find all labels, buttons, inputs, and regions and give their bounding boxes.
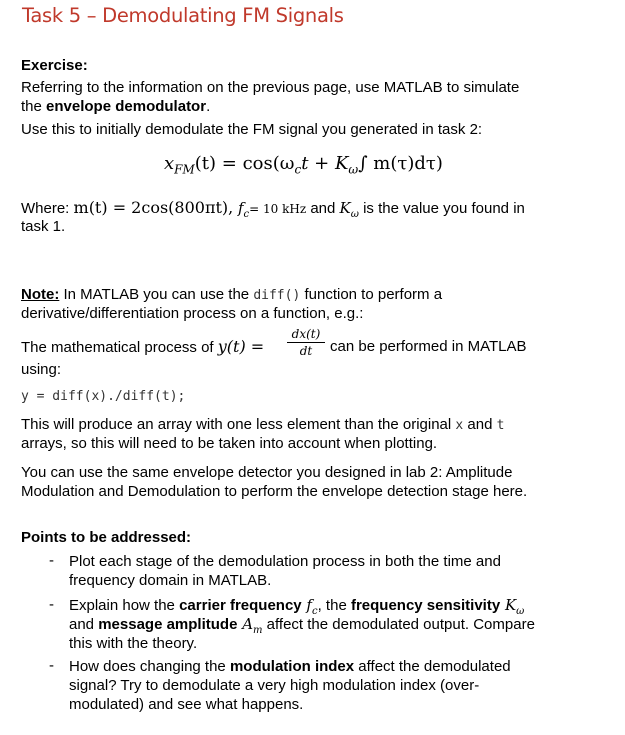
note-line-7: You can use the same envelope detector you designed in lab 2: Amplitude — [21, 464, 513, 481]
note-line-1: Note: In MATLAB you can use the diff() function to perform a — [21, 286, 443, 303]
bullet-2-line-2: and message amplitude $A_m$ affect the demodulated output. Compare — [69, 615, 535, 636]
note-line-8: Modulation and Demodulation to perform the envelope detection stage here. — [21, 483, 528, 500]
note-line-3: The mathematical process of y(t) = — [21, 337, 265, 356]
bullet-1-line-2: frequency domain in MATLAB. — [69, 572, 272, 589]
derivative-fraction: $\frac{dx(t)}{dt}$ — [287, 328, 325, 358]
note-line-5: This will produce an array with one less element than the original x and t — [21, 416, 505, 433]
bullet-dash-3: - — [49, 657, 54, 674]
bullet-3-line-3: modulated) and see what happens. — [69, 696, 304, 713]
note-line-2: derivative/differentiation process on a function, e.g.: — [21, 305, 364, 322]
note-line-3-post: can be performed in MATLAB — [330, 338, 527, 355]
bullet-3-line-1: How does changing the modulation index affect the demodulated — [69, 658, 511, 675]
fm-equation: $x_{FM}(t) = \cos(\omega_ct + K_\omega\int$ m(τ)dτ) — [164, 153, 443, 177]
page-title: Task 5 – Demodulating FM Signals — [22, 4, 344, 27]
note-line-6: arrays, so this will need to be taken into account when plotting. — [21, 435, 438, 452]
exercise-line-3: Use this to initially demodulate the FM signal you generated in task 2: — [21, 121, 483, 138]
where-line-1: Where: m(t) = 2cos(800πt), $f_c= 10$ kHz and $K_\omega$ is the value you found in — [21, 198, 525, 220]
bullet-3-line-2: signal? Try to demodulate a very high modulation index (over- — [69, 677, 480, 694]
points-heading: Points to be addressed: — [21, 529, 192, 546]
note-line-4: using: — [21, 361, 62, 378]
bullet-dash-1: - — [49, 552, 54, 569]
bullet-2-line-3: this with the theory. — [69, 635, 198, 652]
exercise-line-1: Referring to the information on the previous page, use MATLAB to simulate — [21, 79, 520, 96]
bullet-1-line-1: Plot each stage of the demodulation process in both the time and — [69, 553, 501, 570]
bullet-2-line-1: Explain how the carrier frequency $f_c$, the frequency sensitivity $K_\omega$ — [69, 596, 525, 617]
exercise-heading: Exercise: — [21, 57, 88, 74]
exercise-line-2: the envelope demodulator. — [21, 98, 211, 115]
code-snippet: y = diff(x)./diff(t); — [21, 389, 186, 404]
bullet-dash-2: - — [49, 596, 54, 613]
where-line-2: task 1. — [21, 218, 66, 235]
